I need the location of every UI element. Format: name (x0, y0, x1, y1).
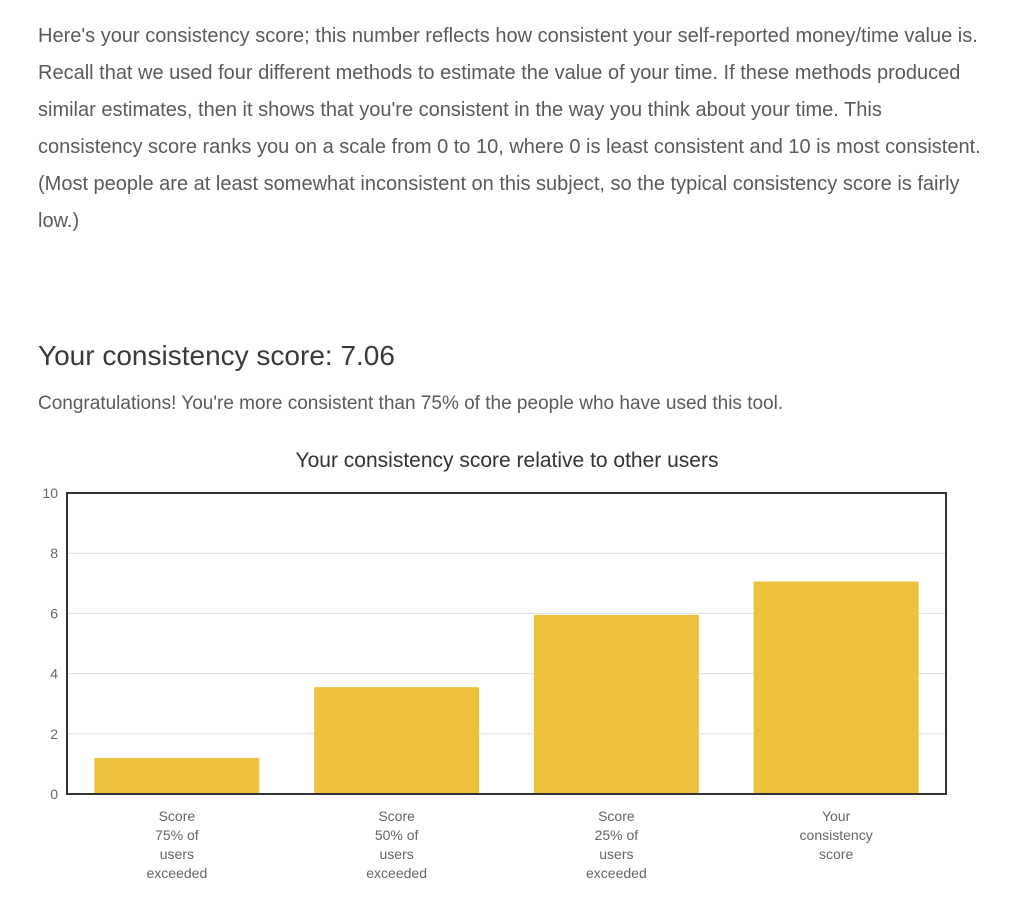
x-tick-label: exceeded (366, 865, 427, 881)
congratulations-message: Congratulations! You're more consistent than 75% of the people who have used this tool. (38, 393, 784, 414)
y-tick-label: 10 (42, 485, 58, 501)
bar (94, 758, 259, 794)
x-tick-label: Score (378, 808, 415, 824)
x-tick-label: users (379, 846, 414, 862)
consistency-chart (0, 440, 1009, 905)
x-tick-label: Score (598, 808, 635, 824)
chart-svg (0, 440, 1009, 905)
bar (534, 615, 699, 794)
x-tick-label: Score (158, 808, 196, 824)
x-tick-label: exceeded (586, 865, 647, 881)
y-tick-label: 8 (50, 545, 58, 562)
bar (754, 581, 919, 794)
intro-paragraph: Here's your consistency score; this number reflects how consistent your self-reported money/time value is. Recall that we used four different methods to estimate the value of your time. If these methods produced similar estimates, then it shows that you're consistent in the way you think about your time. This consistency score ranks you on a scale from 0 to 10, where 0 is least consistent and 10 is most consistent. (Most people are at least somewhat inconsistent on this subject, so the typical consistency score is fairly low.) (38, 25, 981, 232)
y-tick-label: 0 (50, 786, 58, 802)
y-tick-label: 6 (50, 605, 58, 622)
x-tick-label: score (819, 846, 854, 862)
x-tick-label: users (599, 846, 634, 862)
x-tick-label: 75% of (155, 827, 199, 843)
x-tick-label: Your (821, 808, 851, 824)
x-tick-label: exceeded (146, 865, 208, 881)
consistency-score-heading: Your consistency score: 7.06 (38, 340, 395, 371)
bar (314, 687, 479, 794)
x-tick-label: 50% of (374, 827, 419, 843)
x-tick-label: 25% of (594, 827, 639, 843)
x-tick-label: consistency (799, 827, 873, 843)
x-tick-label: users (159, 846, 194, 862)
chart-title: Your consistency score relative to other users (295, 449, 719, 472)
y-tick-label: 2 (50, 725, 58, 742)
y-tick-label: 4 (50, 665, 58, 682)
